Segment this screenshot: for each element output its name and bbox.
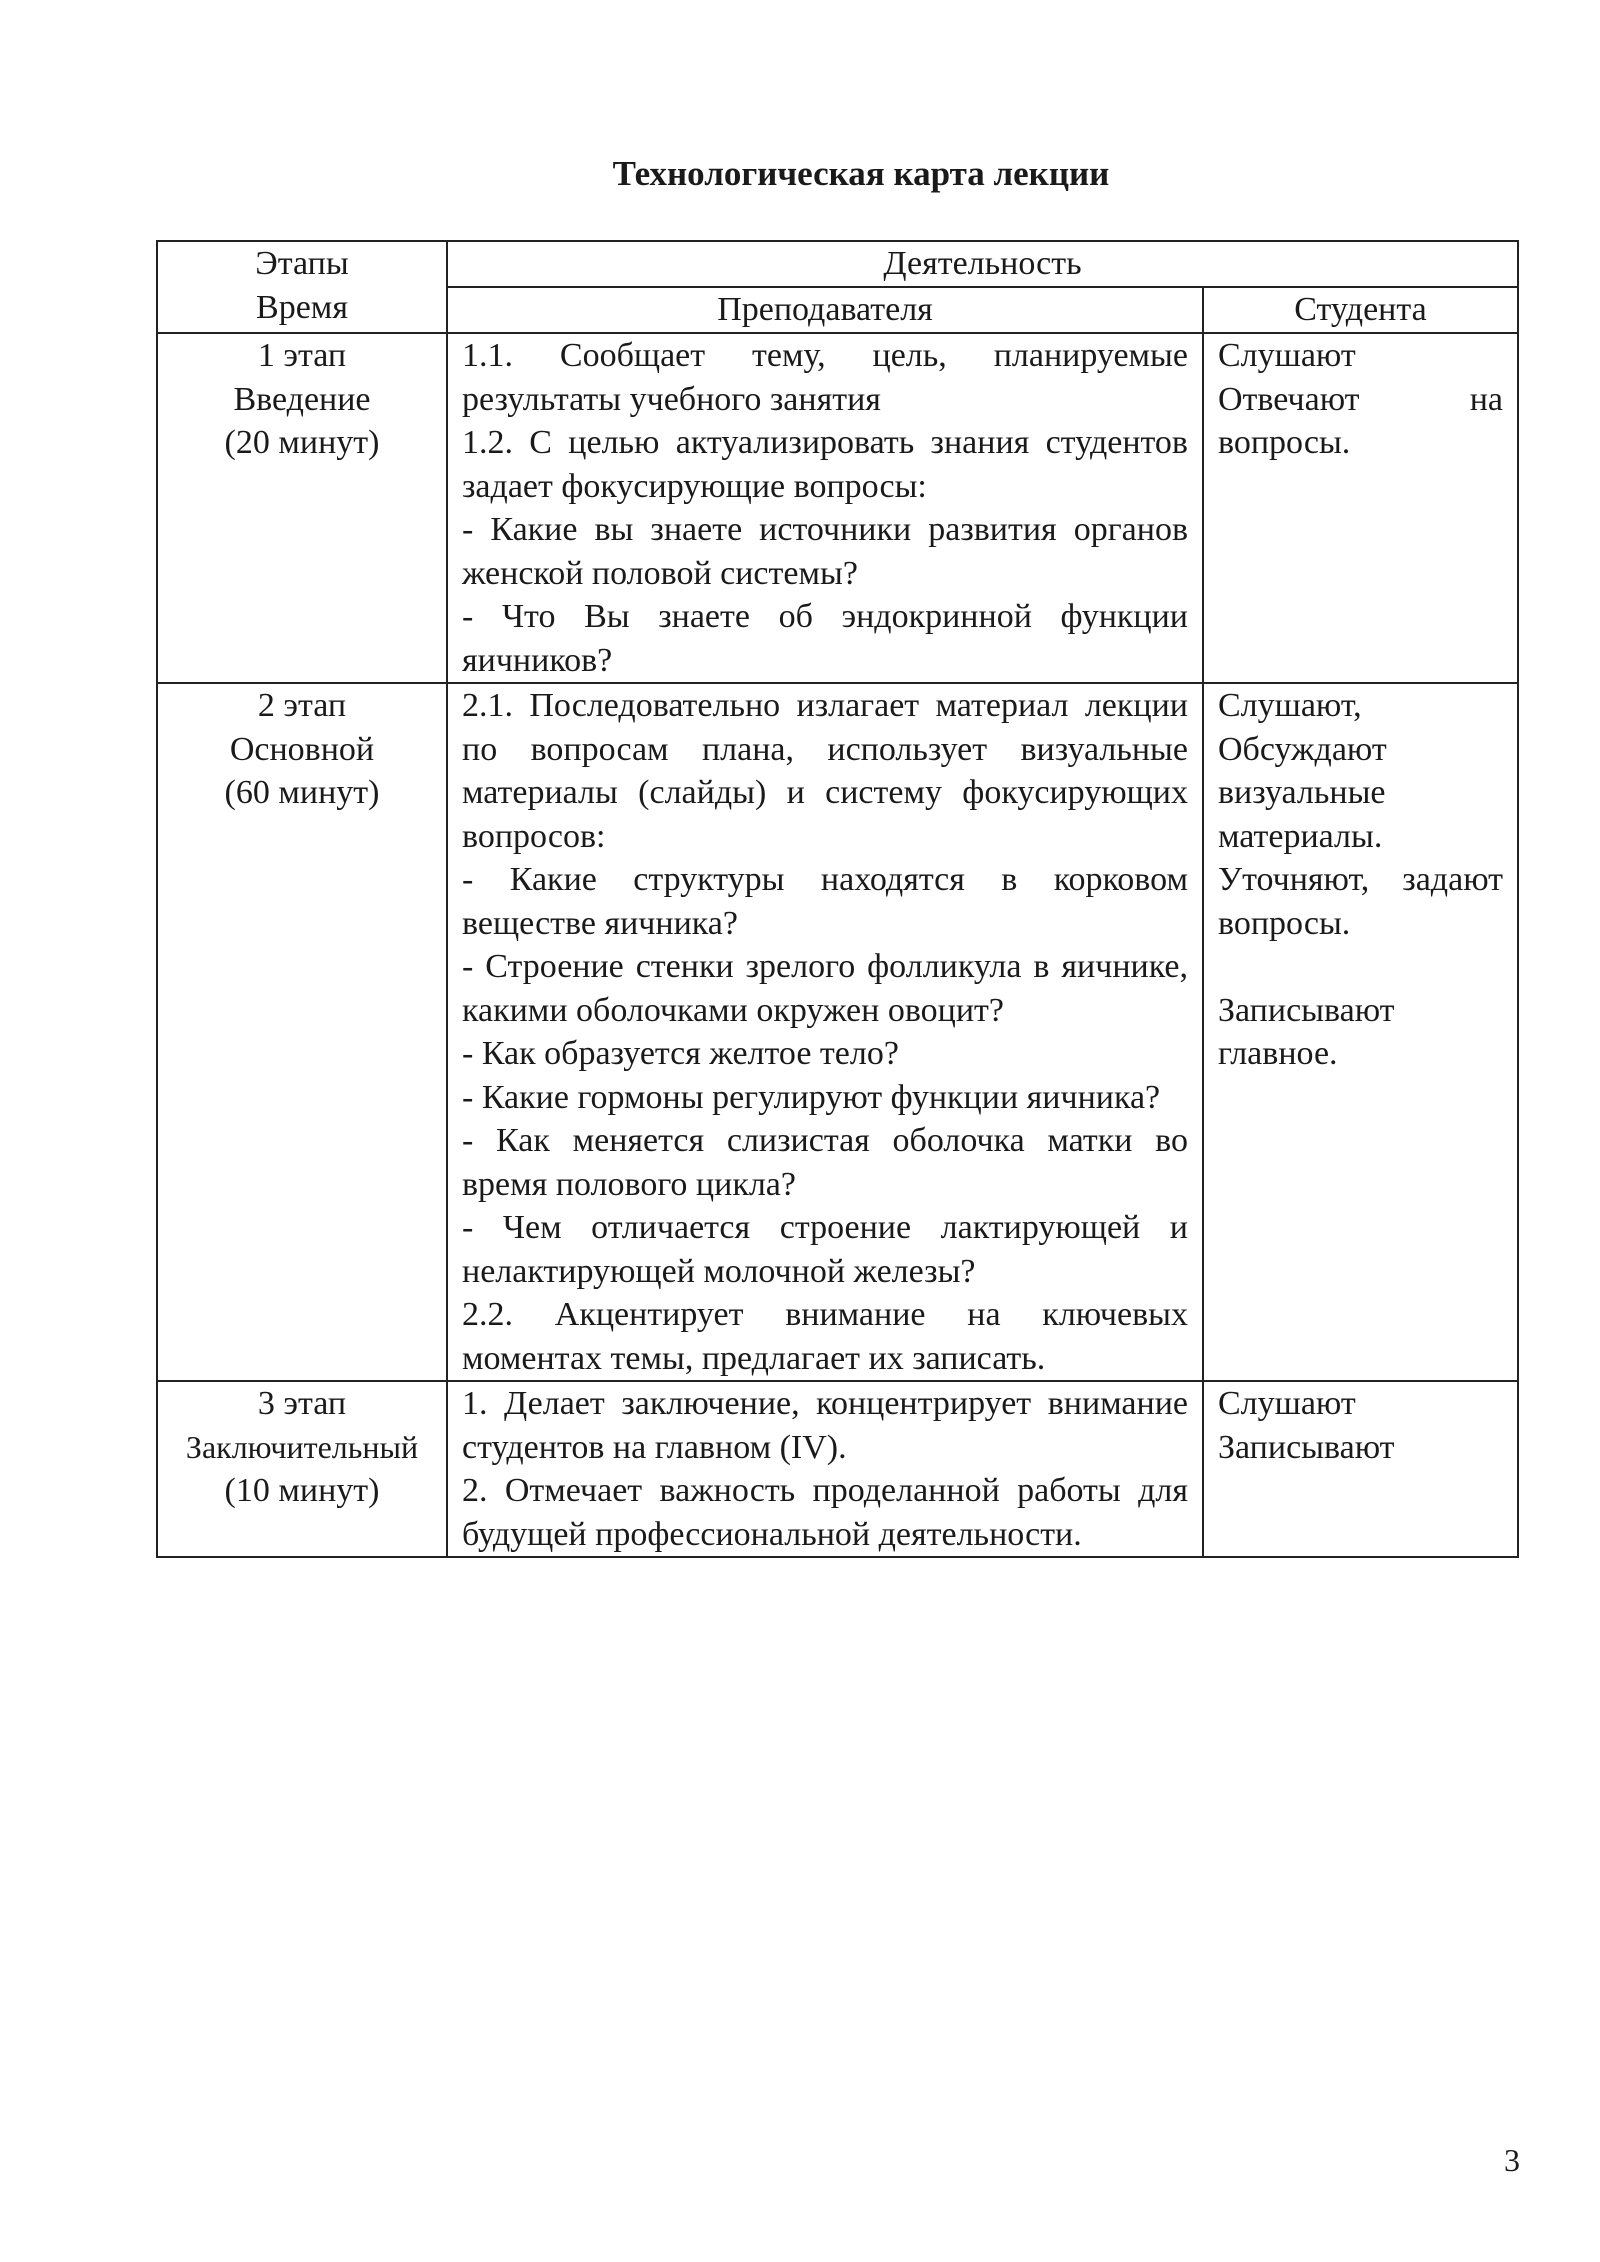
teacher-item: - Как меняется слизистая оболочка матки во время полового цикла? xyxy=(462,1122,1188,1203)
header-stages-label: Этапы xyxy=(255,245,349,282)
header-teacher-cell xyxy=(447,287,1203,333)
header-activity-label: Деятельность xyxy=(883,245,1082,282)
table-row xyxy=(157,683,1518,1381)
header-time-label: Время xyxy=(256,288,348,326)
teacher-activity-cell xyxy=(447,1381,1203,1557)
stage-name: Введение xyxy=(233,380,371,418)
teacher-item: - Строение стенки зрелого фолликула в яичнике, какими оболочками окружен овоцит? xyxy=(462,948,1188,1029)
student-item: Уточняют, задают вопросы. xyxy=(1218,861,1504,942)
teacher-item: - Какие вы знаете источники развития органов женской половой системы? xyxy=(462,511,1188,592)
header-row-top xyxy=(157,241,1518,287)
teacher-item: - Что Вы знаете об эндокринной функции яичников? xyxy=(462,598,1188,679)
teacher-item: 2.2. Акцентирует внимание на ключевых моментах темы, предлагает их записать. xyxy=(462,1296,1188,1377)
header-teacher-label: Преподавателя xyxy=(717,291,933,328)
student-item: Отвечают на вопросы. xyxy=(1218,380,1504,461)
stage-number: 3 этап xyxy=(257,1385,347,1422)
student-activity-cell xyxy=(1203,1381,1518,1557)
lecture-table xyxy=(156,240,1519,1558)
stage-cell xyxy=(157,1381,447,1557)
teacher-item: 2. Отмечает важность проделанной работы для будущей профессиональной деятельности. xyxy=(462,1472,1188,1553)
teacher-item: 1.2. С целью актуализировать знания студентов задает фокусирующие вопросы: xyxy=(462,424,1188,505)
teacher-item: - Какие структуры находятся в корковом веществе яичника? xyxy=(462,861,1188,942)
teacher-item: - Как образуется желтое тело? xyxy=(462,1035,899,1072)
teacher-item: - Чем отличается строение лактирующей и нелактирующей молочной железы? xyxy=(462,1209,1188,1290)
stage-name: Основной xyxy=(229,730,375,768)
stage-time: (10 минут) xyxy=(224,1472,380,1509)
teacher-item: - Какие гормоны регулируют функции яичника? xyxy=(462,1078,1161,1116)
student-item: Слушают, xyxy=(1218,687,1362,724)
header-student-label: Студента xyxy=(1294,291,1427,328)
student-item: Записывают xyxy=(1218,1428,1395,1466)
teacher-item: 2.1. Последовательно излагает материал лекции по вопросам плана, использует визуальные материалы (слайды) и систему фокусирующих вопросов: xyxy=(462,687,1188,855)
stage-cell xyxy=(157,683,447,1381)
stage-time: (20 минут) xyxy=(224,424,380,461)
stage-number: 1 этап xyxy=(257,337,347,374)
stage-time: (60 минут) xyxy=(224,774,380,811)
teacher-activity-cell xyxy=(447,683,1203,1381)
student-item: Слушают xyxy=(1218,1385,1356,1422)
header-student-cell xyxy=(1203,287,1518,333)
stage-name: Заключительный xyxy=(185,1428,419,1465)
spacer xyxy=(1218,945,1503,989)
table-row xyxy=(157,333,1518,683)
student-item: Записывают главное. xyxy=(1218,991,1395,1072)
teacher-item: 1. Делает заключение, концентрирует внимание студентов на главном (IV). xyxy=(462,1385,1188,1466)
table-row xyxy=(157,1381,1518,1557)
student-activity-cell xyxy=(1203,683,1518,1381)
page-title: Технологическая карта лекции xyxy=(612,154,1110,193)
stage-cell xyxy=(157,333,447,683)
page-number: 3 xyxy=(1504,2142,1520,2178)
stage-number: 2 этап xyxy=(257,687,347,724)
student-item: Слушают xyxy=(1218,337,1356,374)
header-stages-cell xyxy=(157,241,447,333)
student-activity-cell xyxy=(1203,333,1518,683)
header-activity-cell xyxy=(447,241,1518,287)
student-item: Обсуждают визуальные материалы. xyxy=(1218,730,1387,855)
teacher-activity-cell xyxy=(447,333,1203,683)
teacher-item: 1.1. Сообщает тему, цель, планируемые результаты учебного занятия xyxy=(462,337,1188,418)
